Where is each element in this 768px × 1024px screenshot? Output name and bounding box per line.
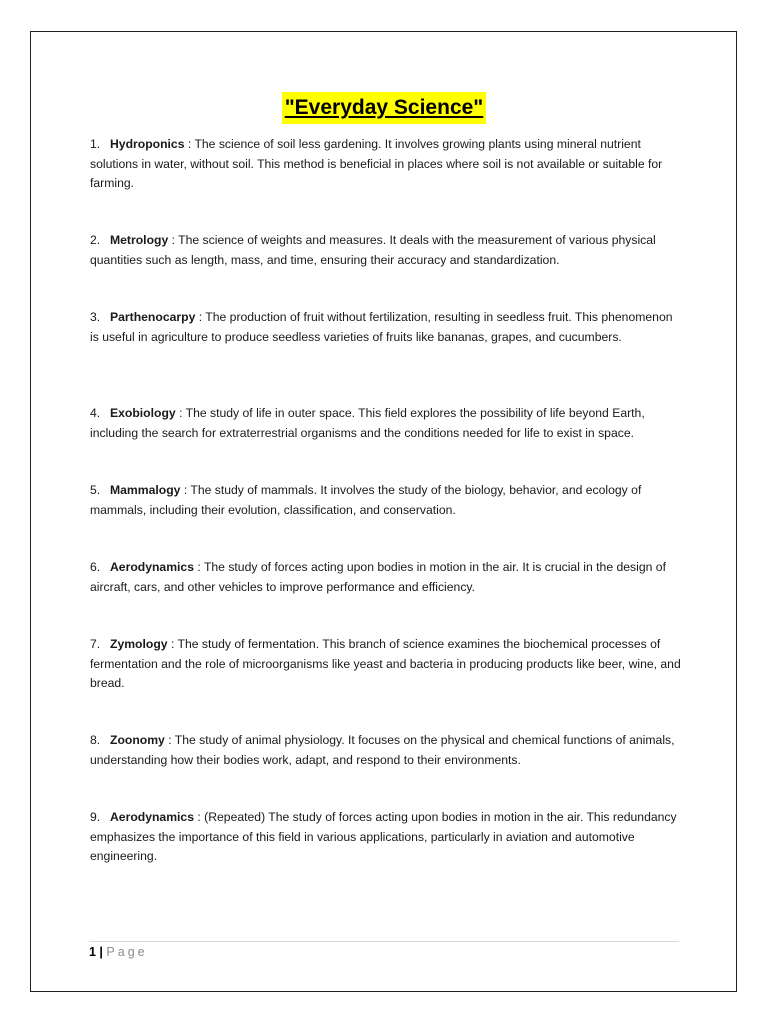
list-item	[90, 135, 682, 194]
list-item	[90, 404, 682, 443]
entry-term: Mammalogy	[110, 483, 181, 497]
title-wrap	[0, 92, 768, 124]
entry-definition: : The study of forces acting upon bodies in motion in the air. It is crucial in the design of aircraft, cars, and other vehicles to improve performance and efficiency.	[90, 560, 666, 594]
footer-divider	[89, 941, 679, 942]
entry-term: Zoonomy	[110, 733, 165, 747]
entry-term: Metrology	[110, 233, 169, 247]
list-item	[90, 481, 682, 520]
entry-number: 7.	[90, 637, 101, 651]
list-item	[90, 558, 682, 597]
entry-term: Parthenocarpy	[110, 310, 196, 324]
entry-number: 6.	[90, 560, 101, 574]
entry-number: 5.	[90, 483, 101, 497]
document-title: "Everyday Science"	[282, 92, 487, 124]
entry-number: 8.	[90, 733, 101, 747]
entry-definition: : (Repeated) The study of forces acting upon bodies in motion in the air. This redundancy emphasizes the importance of this field in various applications, particularly in aviation and automotive engineering.	[90, 810, 677, 863]
entry-number: 9.	[90, 810, 101, 824]
footer-separator: |	[95, 945, 107, 959]
entry-term: Aerodynamics	[110, 810, 194, 824]
entry-term: Aerodynamics	[110, 560, 194, 574]
page-number: 1	[89, 945, 96, 959]
entry-definition: : The study of fermentation. This branch of science examines the biochemical processes of fermentation and the role of microorganisms like yeast and bacteria in producing products like beer, wine, and bread.	[90, 637, 681, 690]
list-item	[90, 231, 682, 270]
entry-number: 4.	[90, 406, 101, 420]
list-item	[90, 308, 682, 347]
entry-number: 2.	[90, 233, 101, 247]
entry-term: Zymology	[110, 637, 168, 651]
entry-number: 3.	[90, 310, 101, 324]
entry-definition: : The study of life in outer space. This field explores the possibility of life beyond Earth, including the search for extraterrestrial organisms and the conditions needed for life to exist in space.	[90, 406, 645, 440]
list-item	[90, 808, 682, 867]
entry-definition: : The study of mammals. It involves the study of the biology, behavior, and ecology of mammals, including their evolution, classification, and conservation.	[90, 483, 642, 517]
entry-term: Exobiology	[110, 406, 176, 420]
entry-definition: : The science of weights and measures. It deals with the measurement of various physical quantities such as length, mass, and time, ensuring their accuracy and standardization.	[90, 233, 656, 267]
page-footer	[89, 944, 148, 960]
entry-definition: : The science of soil less gardening. It involves growing plants using mineral nutrient solutions in water, without soil. This method is beneficial in places where soil is not available or suitable for farming.	[90, 137, 663, 190]
list-item	[90, 731, 682, 770]
entry-definition: : The production of fruit without fertilization, resulting in seedless fruit. This phenomenon is useful in agriculture to produce seedless varieties of fruits like bananas, grapes, and cucumbers.	[90, 310, 673, 344]
entry-definition: : The study of animal physiology. It focuses on the physical and chemical functions of animals, understanding how their bodies work, adapt, and respond to their environments.	[90, 733, 675, 767]
entry-term: Hydroponics	[110, 137, 185, 151]
page-label: Page	[106, 945, 148, 959]
list-item	[90, 635, 682, 694]
entry-number: 1.	[90, 137, 101, 151]
